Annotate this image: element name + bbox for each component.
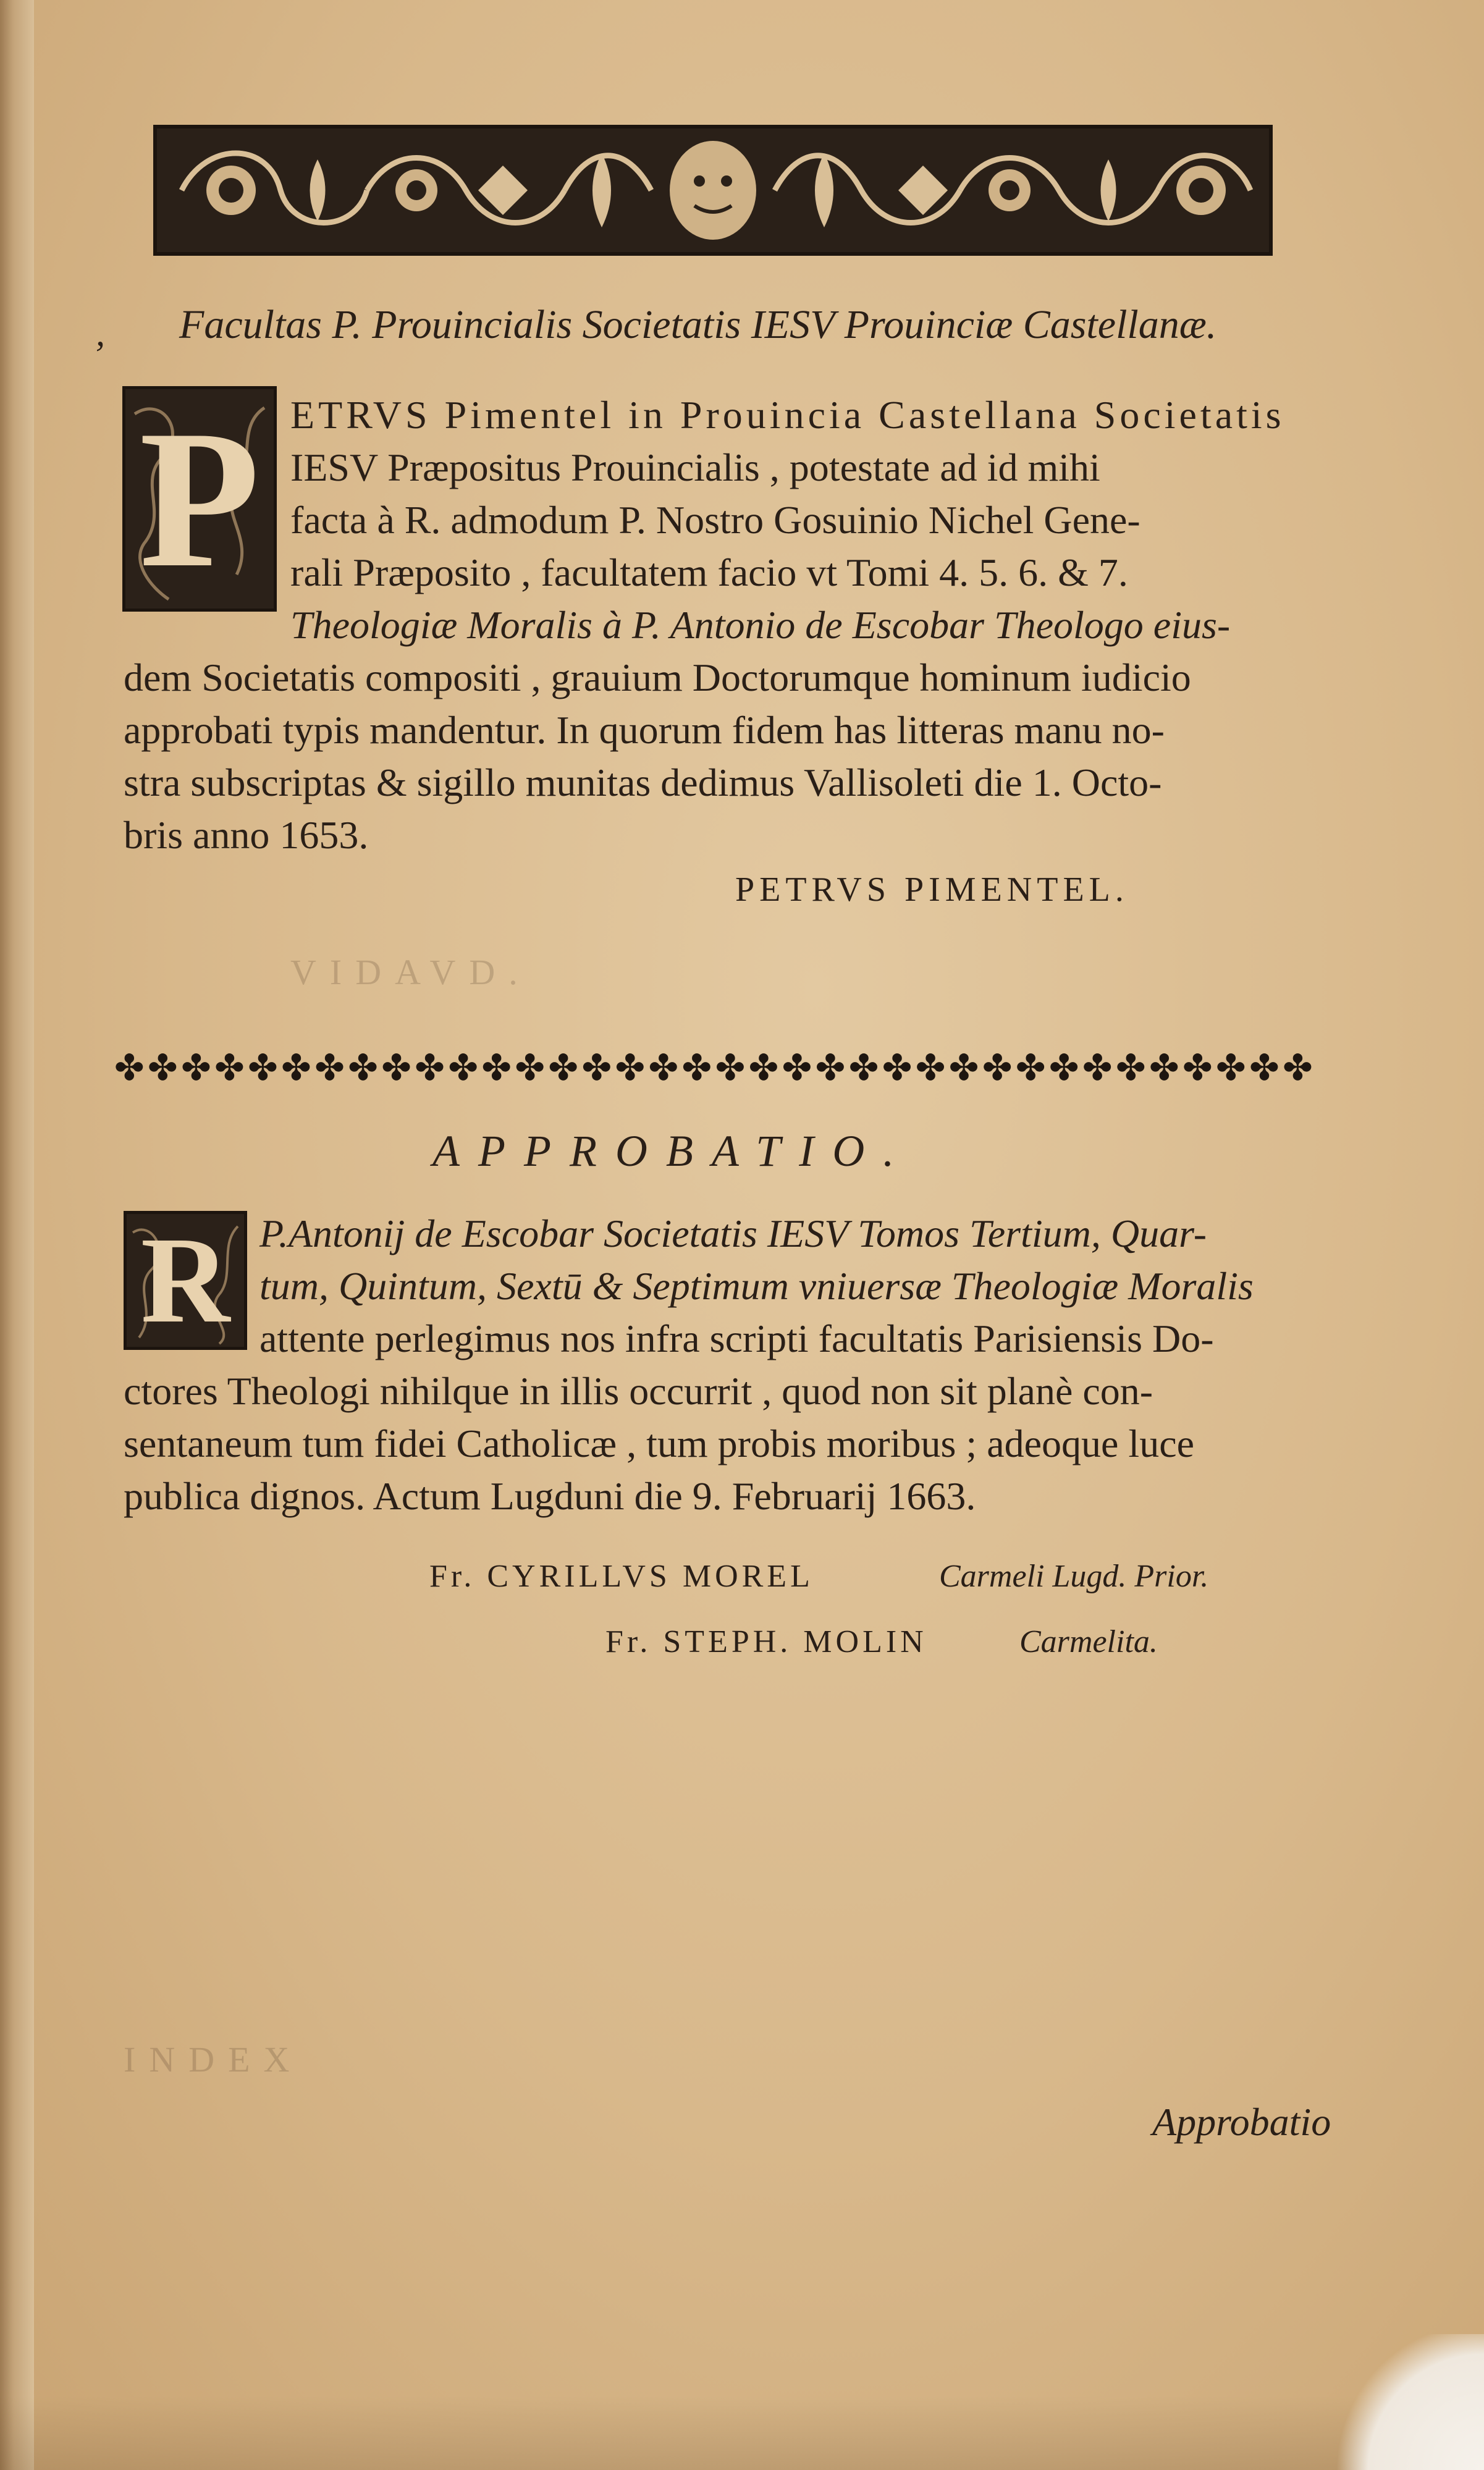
catchword: Approbatio: [1152, 2100, 1331, 2144]
signer-2-name: Fr. STEPH. MOLIN: [605, 1624, 927, 1659]
permission-heading: Facultas P. Prouincialis Societatis IESV Prouinciæ Castellanæ.: [179, 302, 1217, 347]
permission-line-6: dem Societatis compositi , grauium Doctorumque hominum iudicio: [124, 655, 1191, 699]
signer-1-title: Carmeli Lugd. Prior.: [939, 1559, 1209, 1594]
dropcap-p-ornament: P: [122, 386, 277, 612]
permission-signature: PETRVS PIMENTEL.: [735, 870, 1129, 909]
permission-line-7: approbati typis mandentur. In quorum fidem has litteras manu no-: [124, 708, 1165, 752]
adjacent-page-edge: [0, 0, 34, 2470]
signer-2-title: Carmelita.: [1019, 1624, 1158, 1659]
signer-1-name: Fr. CYRILLVS MOREL: [429, 1559, 814, 1594]
permission-line-5: Theologiæ Moralis à P. Antonio de Escobar Theologo eius-: [290, 603, 1231, 647]
margin-mark: ,: [96, 313, 105, 353]
scan-corner: [1323, 2334, 1484, 2470]
permission-line-9: bris anno 1653.: [124, 813, 369, 857]
fleuron-divider: ✤ ✤ ✤ ✤ ✤ ✤ ✤ ✤ ✤ ✤ ✤ ✤ ✤ ✤ ✤ ✤ ✤ ✤ ✤ ✤ ✤ ✤ ✤ ✤ ✤ ✤ ✤ ✤ ✤ ✤ ✤ ✤ ✤ ✤ ✤ ✤: [114, 1048, 1313, 1088]
permission-line-3: facta à R. admodum P. Nostro Gosuinio Nichel Gene-: [290, 498, 1140, 542]
show-through-text: VIDAVD.: [290, 952, 531, 992]
approbation-line-2: tum, Quintum, Sextū & Septimum vniuersæ Theologiæ Moralis: [259, 1264, 1254, 1308]
approbation-line-4: ctores Theologi nihilque in illis occurrit , quod non sit planè con-: [124, 1369, 1153, 1413]
approbation-title: APPROBATIO.: [432, 1126, 913, 1176]
permission-line-1: ETRVS Pimentel in Prouincia Castellana Societatis: [290, 393, 1285, 437]
permission-line-4: rali Præposito , facultatem facio vt Tomi 4. 5. 6. & 7.: [290, 550, 1128, 594]
show-through-index: INDEX: [124, 2039, 303, 2080]
approbation-line-1: P.Antonij de Escobar Societatis IESV Tomos Tertium, Quar-: [259, 1212, 1207, 1255]
permission-line-8: stra subscriptas & sigillo munitas dedimus Vallisoleti die 1. Octo-: [124, 761, 1162, 804]
ornamental-headpiece: [153, 125, 1273, 256]
page-shadow: [0, 2396, 1484, 2470]
dropcap-r-ornament: R: [124, 1211, 247, 1350]
approbation-line-6: publica dignos. Actum Lugduni die 9. Februarij 1663.: [124, 1474, 976, 1518]
permission-line-2: IESV Præpositus Prouincialis , potestate ad id mihi: [290, 445, 1100, 489]
approbation-line-5: sentaneum tum fidei Catholicæ , tum probis moribus ; adeoque luce: [124, 1422, 1194, 1465]
approbation-line-3: attente perlegimus nos infra scripti facultatis Parisiensis Do-: [259, 1317, 1214, 1360]
